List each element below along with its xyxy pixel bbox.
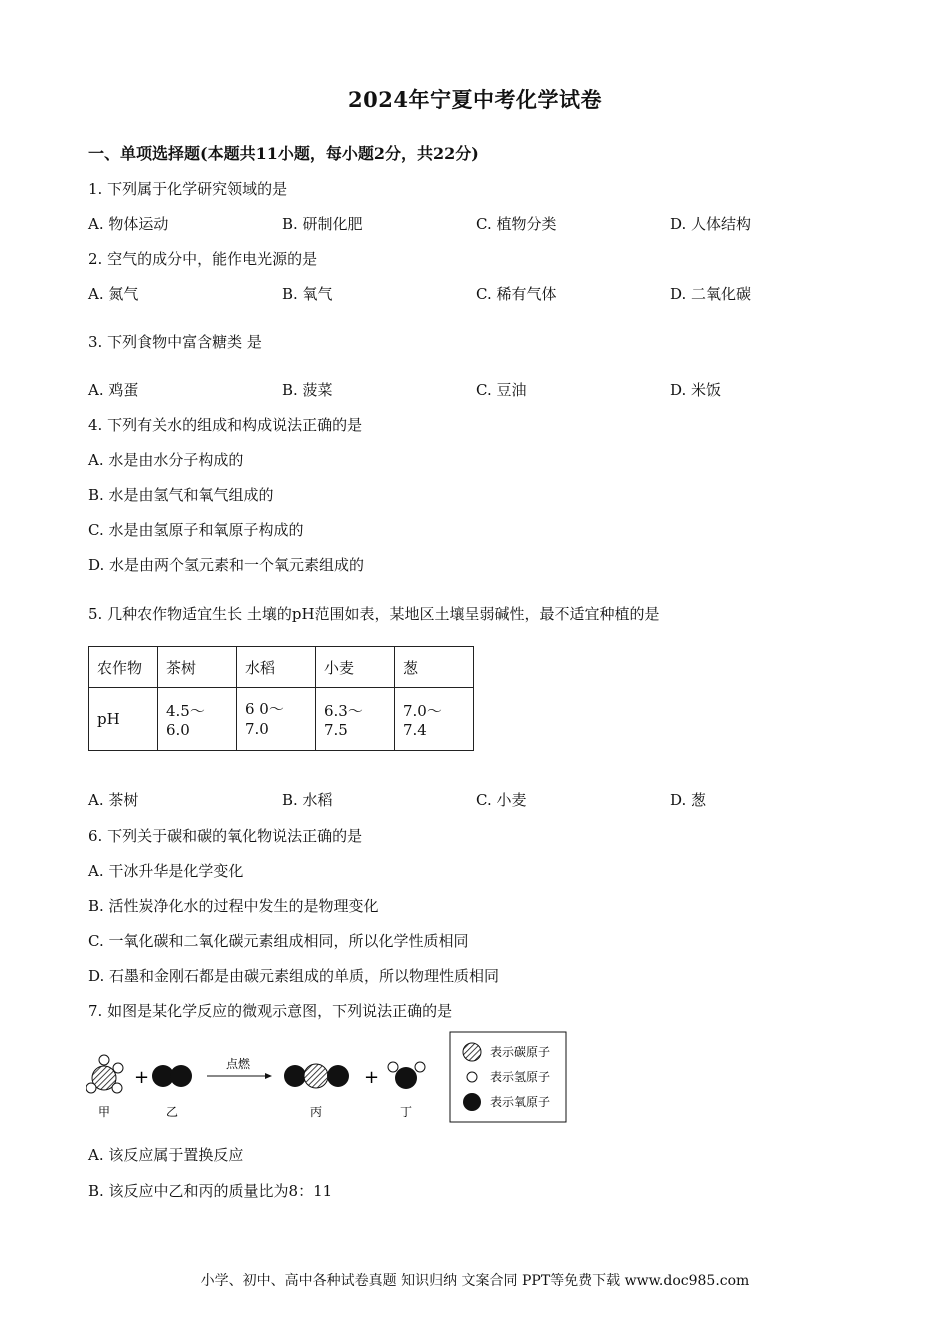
molecule-label: 丙: [309, 1105, 323, 1119]
table-row: [89, 688, 474, 751]
q7-option-b: B. 该反应中乙和丙的质量比为8：11: [88, 1182, 333, 1200]
plus-sign-icon: +: [364, 1067, 380, 1088]
q3-option-d: D. 米饭: [670, 381, 722, 399]
table-cell: 7.0～7.4: [395, 688, 474, 751]
q3-option-a: A. 鸡蛋: [88, 381, 139, 399]
q7-option-a: A. 该反应属于置换反应: [88, 1146, 244, 1164]
q5-option-b: B. 水稻: [282, 791, 333, 809]
question-3-stem: 3. 下列食物中富含糖类 是: [88, 333, 262, 351]
carbon-atom-icon: [463, 1043, 481, 1061]
molecule-label: 丁: [399, 1105, 413, 1119]
legend-carbon: 表示碳原子: [490, 1045, 551, 1059]
q4-option-d: D. 水是由两个氢元素和一个氧元素组成的: [88, 556, 365, 574]
legend-oxygen: 表示氧原子: [490, 1095, 551, 1109]
molecule-label: 甲: [97, 1105, 111, 1119]
q3-option-b: B. 菠菜: [282, 381, 333, 399]
table-cell: 农作物: [89, 647, 158, 688]
reaction-microscopic-diagram: [86, 1030, 570, 1126]
q1-option-b: B. 研制化肥: [282, 215, 363, 233]
q4-option-b: B. 水是由氢气和氧气组成的: [88, 486, 274, 504]
table-cell: 葱: [395, 647, 474, 688]
legend-hydrogen: 表示氢原子: [490, 1070, 551, 1084]
q5-option-c: C. 小麦: [476, 791, 527, 809]
q2-option-b: B. 氧气: [282, 285, 333, 303]
table-cell: pH: [89, 688, 158, 751]
table-header-row: [89, 647, 474, 688]
question-5-stem: 5. 几种农作物适宜生长 土壤的pH范围如表，某地区土壤呈弱碱性，最不适宜种植的是: [88, 605, 660, 623]
molecule-ding-icon: [388, 1062, 425, 1089]
reaction-arrow-icon: [207, 1073, 272, 1079]
question-1-stem: 1. 下列属于化学研究领域的是: [88, 180, 288, 198]
table-cell: 6 0～7.0: [237, 688, 316, 751]
question-6-stem: 6. 下列关于碳和碳的氧化物说法正确的是: [88, 827, 363, 845]
q1-option-d: D. 人体结构: [670, 215, 752, 233]
q6-option-b: B. 活性炭净化水的过程中发生的是物理变化: [88, 897, 379, 915]
molecule-jia-icon: [86, 1055, 123, 1093]
q5-option-a: A. 茶树: [88, 791, 139, 809]
table-cell: 4.5～6.0: [158, 688, 237, 751]
q3-option-c: C. 豆油: [476, 381, 527, 399]
page-footer: 小学、初中、高中各种试卷真题 知识归纳 文案合同 PPT等免费下载 www.doc985.com: [200, 1273, 750, 1289]
q5-option-d: D. 葱: [670, 791, 707, 809]
question-7-stem: 7. 如图是某化学反应的微观示意图，下列说法正确的是: [88, 1002, 453, 1020]
page-title: 2024年宁夏中考化学试卷: [348, 87, 602, 112]
molecule-label: 乙: [165, 1105, 179, 1119]
table-cell: 6.3～7.5: [316, 688, 395, 751]
ph-range-table: [88, 646, 474, 751]
molecule-yi-icon: [152, 1065, 192, 1087]
table-cell: 小麦: [316, 647, 395, 688]
q1-option-a: A. 物体运动: [88, 215, 169, 233]
section-heading: 一、单项选择题(本题共11小题，每小题2分，共22分): [88, 144, 479, 163]
q6-option-c: C. 一氧化碳和二氧化碳元素组成相同，所以化学性质相同: [88, 932, 469, 950]
table-cell: 茶树: [158, 647, 237, 688]
q2-option-d: D. 二氧化碳: [670, 285, 752, 303]
reaction-condition: 点燃: [225, 1057, 251, 1071]
question-4-stem: 4. 下列有关水的组成和构成说法正确的是: [88, 416, 363, 434]
hydrogen-atom-icon: [467, 1072, 477, 1082]
q2-option-c: C. 稀有气体: [476, 285, 557, 303]
q1-option-c: C. 植物分类: [476, 215, 557, 233]
atom-legend: [450, 1032, 566, 1122]
question-2-stem: 2. 空气的成分中，能作电光源的是: [88, 250, 318, 268]
molecule-bing-icon: [284, 1064, 349, 1088]
q2-option-a: A. 氮气: [88, 285, 139, 303]
plus-sign-icon: +: [134, 1067, 150, 1088]
q4-option-a: A. 水是由水分子构成的: [88, 451, 244, 469]
q4-option-c: C. 水是由氢原子和氧原子构成的: [88, 521, 304, 539]
q6-option-d: D. 石墨和金刚石都是由碳元素组成的单质，所以物理性质相同: [88, 967, 500, 985]
table-cell: 水稻: [237, 647, 316, 688]
oxygen-atom-icon: [463, 1093, 481, 1111]
q6-option-a: A. 干冰升华是化学变化: [88, 862, 244, 880]
